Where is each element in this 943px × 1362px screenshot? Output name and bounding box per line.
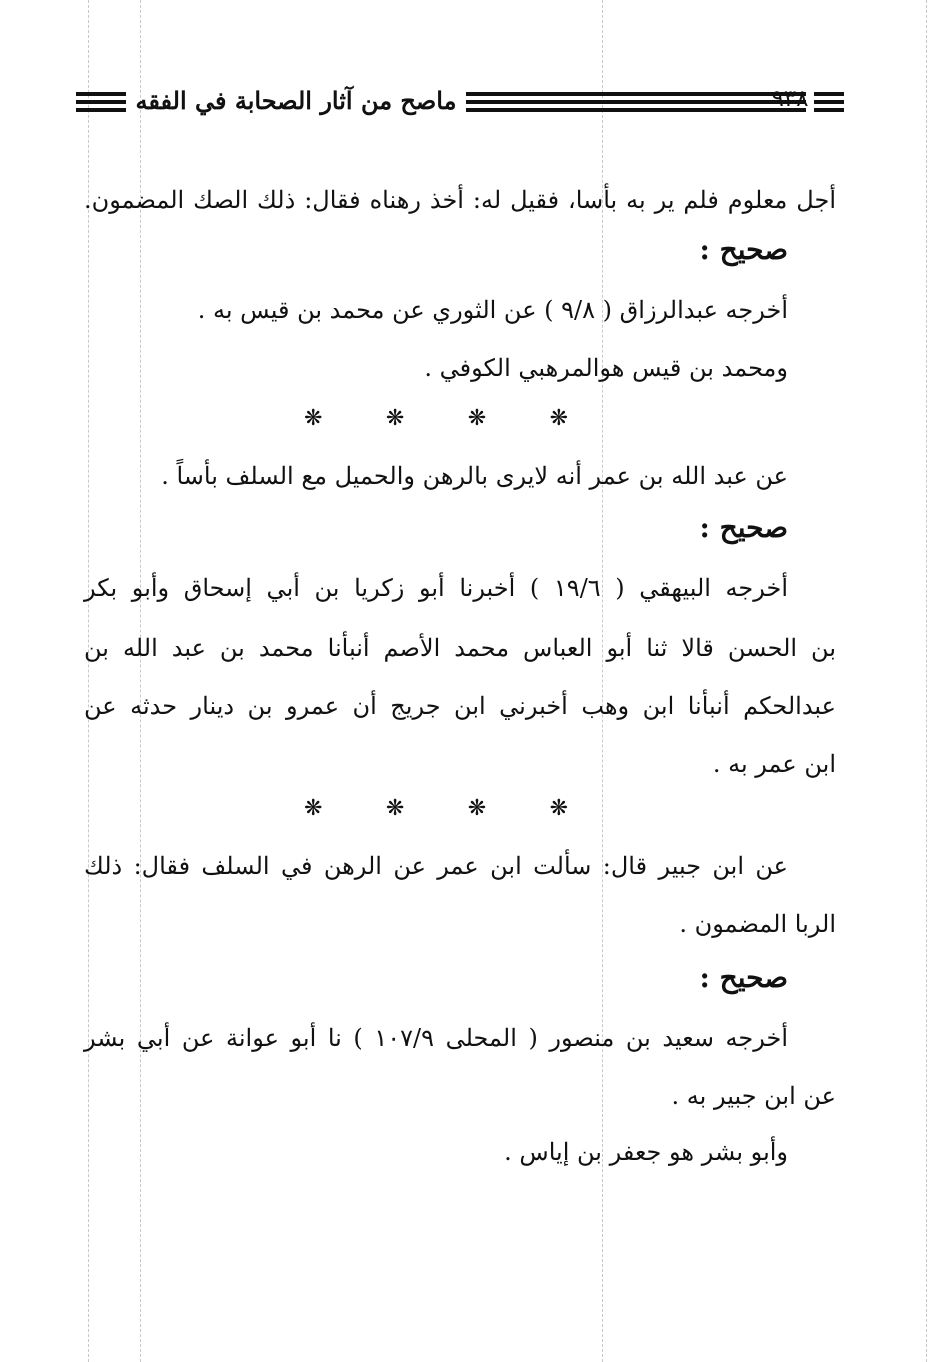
running-title: ماصح من آثار الصحابة في الفقه xyxy=(135,86,457,115)
section-separator xyxy=(304,406,568,431)
text-line: عن ابن جبير قال: سألت ابن عمر عن الرهن في السلف فقال: ذلك xyxy=(84,852,788,880)
asterism-icon: ❋ xyxy=(467,406,487,431)
asterism-icon: ❋ xyxy=(385,796,405,821)
text-line: أجل معلوم فلم ير به بأسا، فقيل له: أخذ رهناه فقال: ذلك الصك المضمون. xyxy=(84,186,836,214)
text-line: أخرجه عبدالرزاق ( ٩/٨ ) عن الثوري عن محمد بن قيس به . xyxy=(197,296,788,324)
text-line: وأبو بشر هو جعفر بن إياس . xyxy=(504,1138,788,1166)
text-line: أخرجه سعيد بن منصور ( المحلى ١٠٧/٩ ) نا أبو عوانة عن أبي بشر xyxy=(84,1024,788,1052)
header-rule-middle xyxy=(466,92,806,112)
text-line: ومحمد بن قيس هوالمرهبي الكوفي . xyxy=(424,354,788,382)
text-line: الربا المضمون . xyxy=(679,910,836,938)
asterism-icon: ❋ xyxy=(304,796,323,821)
section-heading: صحيح : xyxy=(699,511,788,544)
section-heading: صحيح : xyxy=(699,961,788,994)
section-heading: صحيح : xyxy=(699,233,788,266)
text-line: ابن عمر به . xyxy=(712,750,836,778)
text-line: أخرجه البيهقي ( ١٩/٦ ) أخبرنا أبو زكريا بن أبي إسحاق وأبو بكر xyxy=(84,574,789,602)
scan-artifact-line xyxy=(926,0,927,1362)
header-rule-right xyxy=(814,92,844,112)
asterism-icon: ❋ xyxy=(549,796,568,821)
asterism-icon: ❋ xyxy=(467,796,487,821)
text-line: عبدالحكم أنبأنا ابن وهب أخبرني ابن جريج أن عمرو بن دينار حدثه عن xyxy=(84,692,836,720)
text-line: بن الحسن قالا ثنا أبو العباس محمد الأصم أنبأنا محمد بن عبد الله بن xyxy=(84,634,836,662)
asterism-icon: ❋ xyxy=(549,406,568,431)
page-header xyxy=(76,86,844,120)
text-line: عن ابن جبير به . xyxy=(671,1082,836,1110)
header-rule-left xyxy=(76,92,126,112)
section-separator xyxy=(304,796,568,821)
text-line: عن عبد الله بن عمر أنه لايرى بالرهن والحميل مع السلف بأساً . xyxy=(161,462,788,490)
asterism-icon: ❋ xyxy=(385,406,405,431)
asterism-icon: ❋ xyxy=(304,406,323,431)
page-number: ٩٣٨ xyxy=(771,86,809,112)
